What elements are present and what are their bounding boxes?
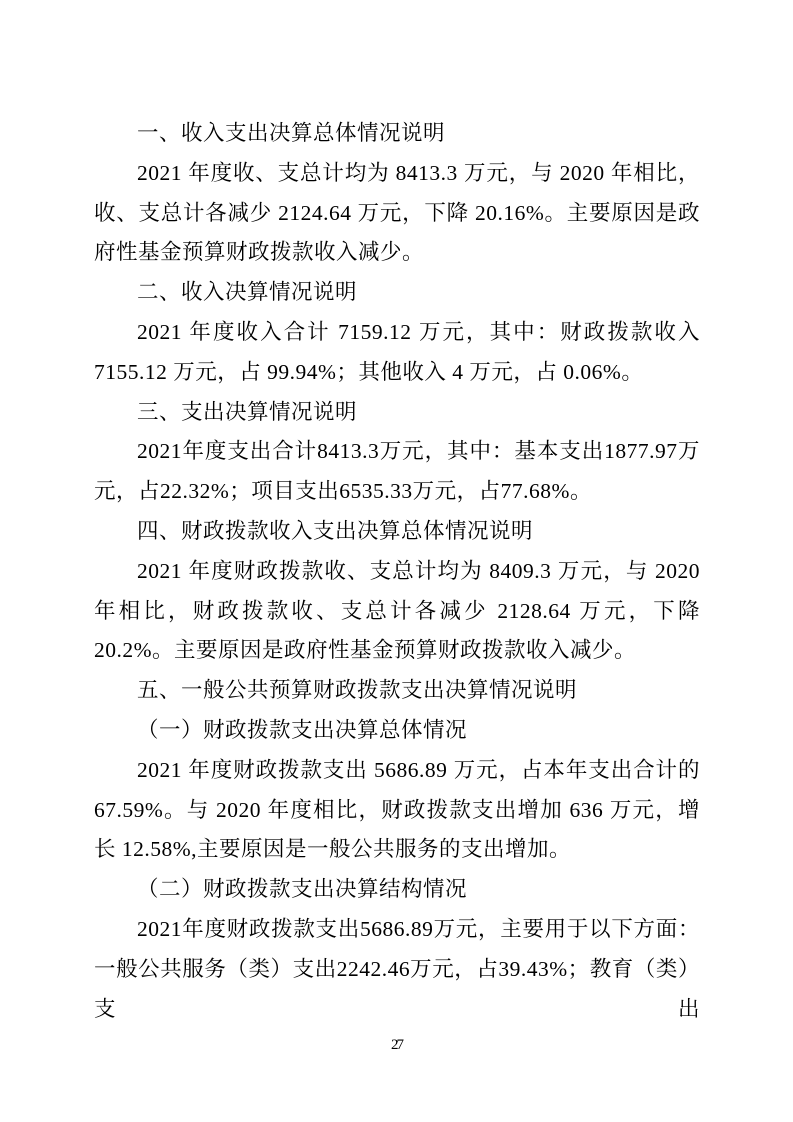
section-2-heading: 二、收入决算情况说明 bbox=[137, 280, 358, 305]
page-number: 27 bbox=[391, 1037, 402, 1053]
section-5-sub-1-heading: （一）财政拨款支出决算总体情况 bbox=[137, 717, 468, 742]
section-1-paragraph: 2021 年度收、支总计均为 8413.3 万元，与 2020 年相比，收、支总计各减少 2124.64 万元，下降 20.16%。主要原因是政府性基金预算财政拨款收入减少。 bbox=[94, 160, 700, 265]
section-3-heading: 三、支出决算情况说明 bbox=[137, 399, 358, 424]
section-5-heading: 五、一般公共预算财政拨款支出决算情况说明 bbox=[137, 678, 578, 703]
section-2-paragraph: 2021 年度收入合计 7159.12 万元，其中：财政拨款收入 7155.12 万元，占 99.94%；其他收入 4 万元，占 0.06%。 bbox=[94, 319, 700, 384]
section-1-heading: 一、收入支出决算总体情况说明 bbox=[137, 121, 446, 145]
section-4-paragraph: 2021 年度财政拨款收、支总计均为 8409.3 万元，与 2020 年相比，财政拨款收、支总计各减少 2128.64 万元，下降 20.2%。主要原因是政府性基金预算财政拨款收入减少。 bbox=[94, 558, 700, 663]
section-3-paragraph: 2021年度支出合计8413.3万元，其中：基本支出1877.97万元，占22.32%；项目支出6535.33万元，占77.68%。 bbox=[94, 439, 700, 504]
section-5-sub-1-paragraph: 2021 年度财政拨款支出 5686.89 万元，占本年支出合计的 67.59%。与 2020 年度相比，财政拨款支出增加 636 万元，增长 12.58%,主要原因是一般公共服务的支出增加。 bbox=[94, 757, 700, 862]
document-body bbox=[94, 114, 700, 1029]
section-4-heading: 四、财政拨款收入支出决算总体情况说明 bbox=[137, 518, 534, 543]
section-5-sub-2-heading: （二）财政拨款支出决算结构情况 bbox=[137, 877, 468, 902]
page-footer bbox=[0, 1036, 793, 1054]
section-5-sub-2-paragraph: 2021年度财政拨款支出5686.89万元，主要用于以下方面：一般公共服务（类）支出2242.46万元，占39.43%；教育（类）支出 bbox=[94, 916, 700, 1021]
